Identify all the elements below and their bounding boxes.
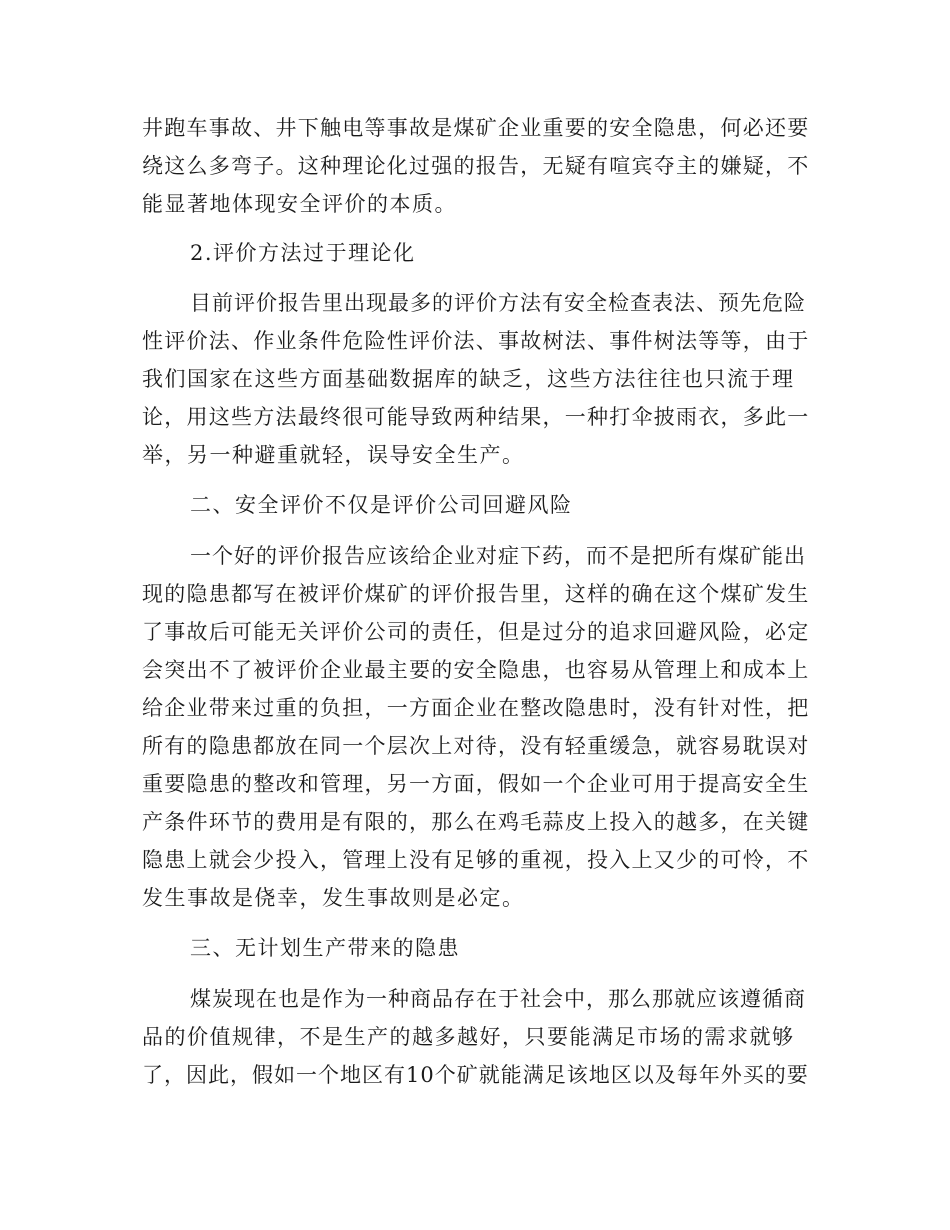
text-line: 了，因此，假如一个地区有10个矿就能满足该地区以及每年外买的要	[142, 1063, 809, 1087]
text-line: 会突出不了被评价企业最主要的安全隐患，也容易从管理上和成本上	[142, 658, 810, 682]
text-line: 现的隐患都写在被评价煤矿的评价报告里，这样的确在这个煤矿发生	[142, 582, 810, 606]
text-line: 隐患上就会少投入，管理上没有足够的重视，投入上又少的可怜，不	[142, 848, 810, 872]
text-line: 产条件环节的费用是有限的，那么在鸡毛蒜皮上投入的越多，在关键	[142, 810, 810, 834]
text-line: 品的价值规律，不是生产的越多越好，只要能满足市场的需求就够	[142, 1025, 795, 1049]
text-line: 所有的隐患都放在同一个层次上对待，没有轻重缓急，就容易耽误对	[142, 734, 810, 758]
text-line: 绕这么多弯子。这种理论化过强的报告，无疑有喧宾夺主的嫌疑，不	[142, 154, 810, 178]
text-line: 了事故后可能无关评价公司的责任，但是过分的追求回避风险，必定	[142, 620, 810, 644]
section-heading: 三、无计划生产带来的隐患	[190, 936, 460, 960]
text-line: 重要隐患的整改和管理，另一方面，假如一个企业可用于提高安全生	[142, 772, 810, 796]
text-line: 发生事故是侥幸，发生事故则是必定。	[142, 886, 525, 910]
text-line: 论，用这些方法最终很可能导致两种结果，一种打伞披雨衣，多此一	[142, 405, 810, 429]
text-line: 给企业带来过重的负担，一方面企业在整改隐患时，没有针对性，把	[142, 696, 810, 720]
text-line: 我们国家在这些方面基础数据库的缺乏，这些方法往往也只流于理	[142, 367, 795, 391]
text-line: 能显著地体现安全评价的本质。	[142, 192, 457, 216]
section-heading: 二、安全评价不仅是评价公司回避风险	[190, 493, 573, 517]
text-line: 目前评价报告里出现最多的评价方法有安全检查表法、预先危险	[190, 291, 806, 315]
text-line: 举，另一种避重就轻，误导安全生产。	[142, 443, 525, 467]
text-line: 井跑车事故、井下触电等事故是煤矿企业重要的安全隐患，何必还要	[142, 116, 810, 140]
text-line: 一个好的评价报告应该给企业对症下药，而不是把所有煤矿能出	[190, 544, 806, 568]
section-heading: 2.评价方法过于理论化	[190, 241, 416, 265]
text-line: 煤炭现在也是作为一种商品存在于社会中，那么那就应该遵循商	[190, 987, 806, 1011]
text-line: 性评价法、作业条件危险性评价法、事故树法、事件树法等等，由于	[142, 329, 810, 353]
